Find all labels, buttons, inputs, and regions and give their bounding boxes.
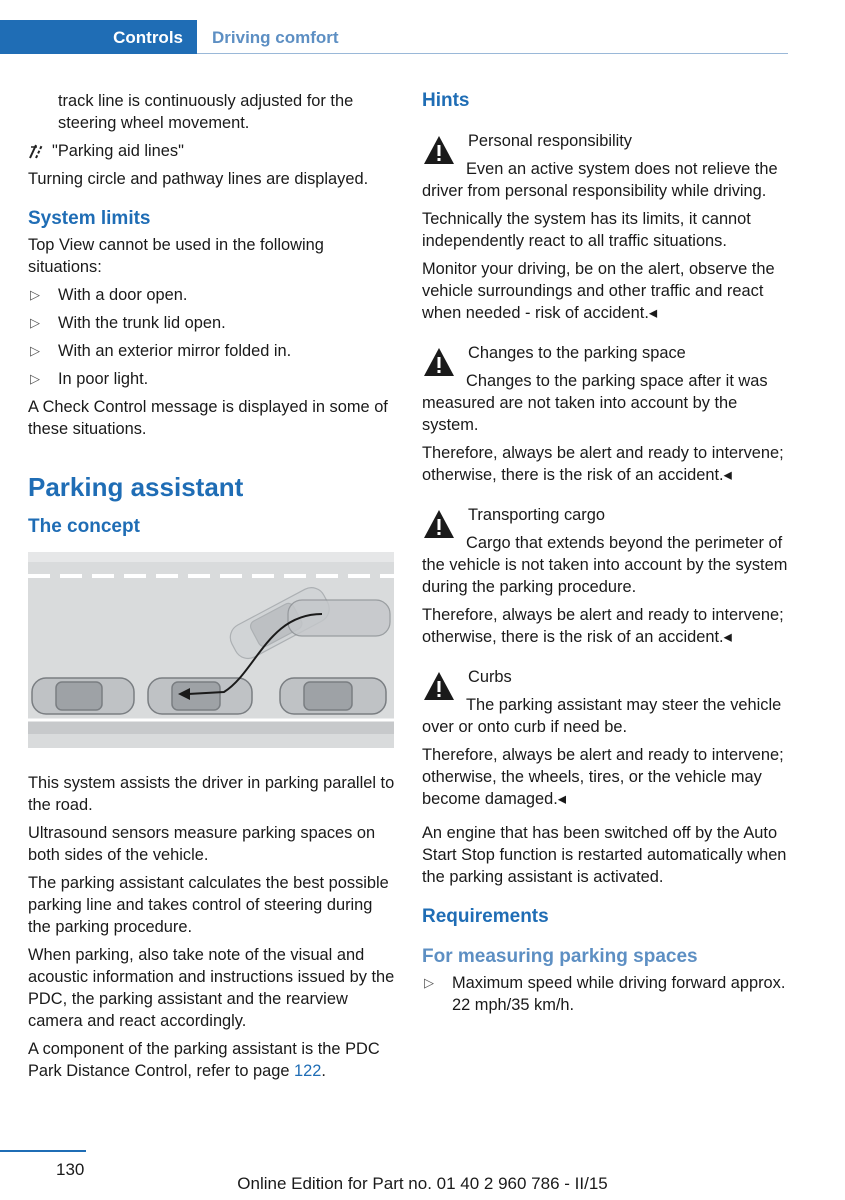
warning-text: Therefore, always be alert and ready to intervene; otherwise, there is the risk of an accident.◂ [422,606,784,646]
concept-para-3: The parking assistant calculates the best possible parking line and takes control of steering during the parking procedure. [28,874,389,936]
warning-triangle-icon [422,346,456,378]
car-right [280,678,386,714]
bullet-triangle-icon: ▷ [30,287,40,302]
hints-heading: Hints [422,90,470,111]
left-column [28,90,398,1088]
footer-edition: Online Edition for Part no. 01 40 2 960 786 - II/15 [237,1174,608,1193]
header-section: Controls [113,28,183,47]
warning-parking-space-changes: Changes to the parking space Changes to the parking space after it was measured are not taken into account by the system. [422,344,768,434]
track-line-text: track line is continuously adjusted for the steering wheel movement. [58,92,354,132]
measuring-heading: For measuring parking spaces [422,946,698,967]
parking-illustration [28,552,394,748]
warning-triangle-icon [422,134,456,166]
requirements-heading: Requirements [422,906,549,927]
parking-assistant-heading: Parking assistant [28,472,244,502]
parking-aid-lines-icon [28,143,46,159]
page-ref-link[interactable]: 122 [294,1062,322,1080]
warning-text: Therefore, always be alert and ready to intervene; otherwise, the wheels, tires, or the vehicle may become damaged.◂ [422,746,784,808]
header-subsection: Driving comfort [212,28,339,47]
warning-triangle-icon [422,508,456,540]
car-left [32,678,134,714]
concept-para-2: Ultrasound sensors measure parking spaces on both sides of the vehicle. [28,824,376,864]
warning-transporting-cargo: Transporting cargo Cargo that extends beyond the perimeter of the vehicle is not taken into account by the system during the parking procedure. [422,506,788,596]
warning-personal-responsibility: Personal responsibility Even an active system does not relieve the driver from personal responsibility while driving. [422,132,778,200]
right-column [422,90,792,1022]
bullet-triangle-icon: ▷ [424,975,434,990]
requirement-item: ▷ Maximum speed while driving forward approx. 22 mph/35 km/h. [424,974,786,1014]
bullet-triangle-icon: ▷ [30,371,40,386]
car-parking [148,678,252,714]
warning-triangle-icon [422,670,456,702]
parking-aid-row [28,140,398,162]
system-limits-intro: Top View cannot be used in the following situations: [28,236,324,276]
bullet-triangle-icon: ▷ [30,315,40,330]
engine-para: An engine that has been switched off by the Auto Start Stop function is restarted automatically when the parking assistant is activated. [422,824,787,886]
warning-curbs: Curbs The parking assistant may steer the vehicle over or onto curb if need be. [422,668,782,736]
concept-para-4: When parking, also take note of the visual and acoustic information and instructions issued by the PDC, the parking assistant and the rearview camera and react accordingly. [28,946,395,1030]
warning-text: Technically the system has its limits, it cannot independently react to all traffic situations. [422,210,751,250]
limit-item: ▷ With an exterior mirror folded in. [30,342,292,360]
page-number: 130 [56,1160,85,1179]
concept-para-5: A component of the parking assistant is the PDC Park Distance Control, refer to page 122. [28,1040,380,1080]
warning-text: Monitor your driving, be on the alert, observe the vehicle surroundings and other traffic and react when needed - risk of accident.◂ [422,260,775,322]
parking-aid-desc: Turning circle and pathway lines are displayed. [28,170,369,188]
limit-item: ▷ In poor light. [30,370,149,388]
limit-item: ▷ With the trunk lid open. [30,314,226,332]
header-section-tab [0,20,197,54]
header-rule [197,53,788,54]
warning-text: Therefore, always be alert and ready to intervene; otherwise, there is the risk of an accident.◂ [422,444,784,484]
parking-aid-label: "Parking aid lines" [52,142,184,160]
bullet-triangle-icon: ▷ [30,343,40,358]
limit-item: ▷ With a door open. [30,286,188,304]
footer-rule [0,1150,86,1152]
system-limits-heading: System limits [28,208,151,229]
concept-para-1: This system assists the driver in parking parallel to the road. [28,774,395,814]
check-control-text: A Check Control message is displayed in some of these situations. [28,398,388,438]
concept-heading: The concept [28,516,140,537]
